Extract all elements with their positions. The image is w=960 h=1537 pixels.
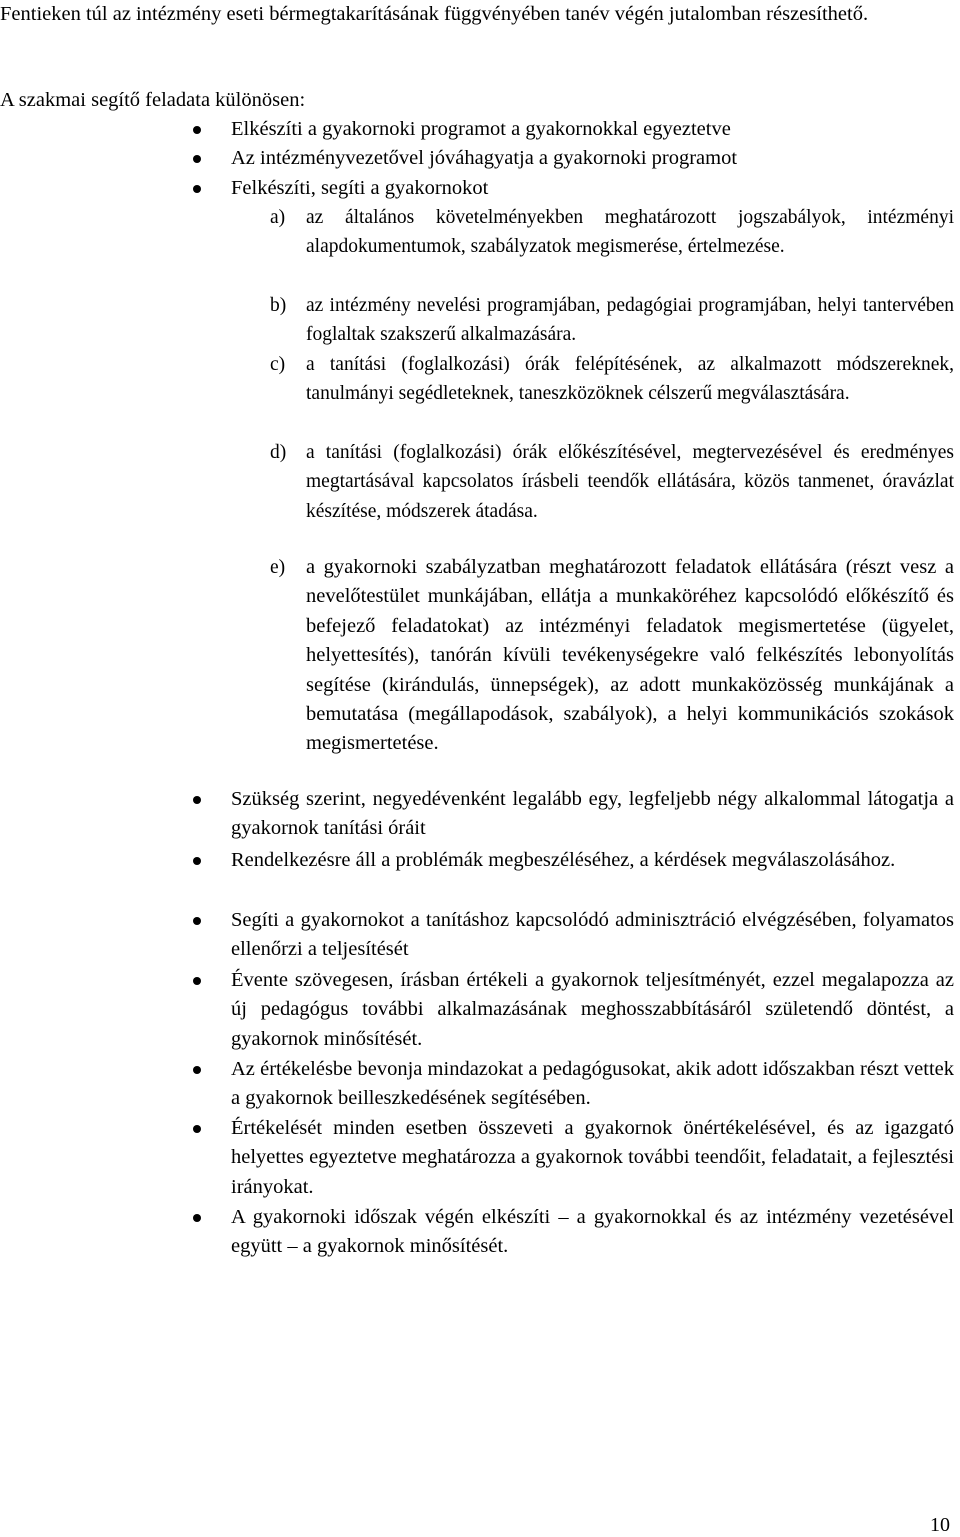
bullet-icon: [193, 1066, 201, 1074]
list-item: Segíti a gyakornokot a tanításhoz kapcsolódó adminisztráció elvégzésében, folyamatos ellenőrzi a teljesítését: [231, 909, 954, 961]
bullet-icon: [193, 185, 201, 193]
page-number: 10: [930, 1514, 950, 1536]
lead-line: A szakmai segítő feladata különösen:: [0, 89, 306, 111]
bullet-icon: [193, 796, 201, 804]
sub-item-marker: a): [270, 207, 286, 228]
bullet-icon: [193, 1125, 201, 1133]
sub-item-marker: b): [270, 295, 287, 316]
list-item: Évente szövegesen, írásban értékeli a gyakornok teljesítményét, ezzel megalapozza az új pedagógus további alkalmazásának meghosszabbításáról születendő döntést, a gyakornok minősítését.: [231, 969, 954, 1050]
intro-paragraph: Fentieken túl az intézmény eseti bérmegtakarításának függvényében tanév végén jutalomban részesíthető.: [0, 3, 869, 25]
bullet-icon: [193, 155, 201, 163]
sub-item: a gyakornoki szabályzatban meghatározott feladatok ellátására (részt vesz a nevelőtestület munkájában, ellátja a munkaköréhez kapcsolódó előkészítő és befejező feladatokat) az intézményi feladatok megismertetése (ügyelet, helyettesítés), tanórán kívüli tevékenységekre való felkészítés lebonyolítás segítése (kirándulás, ünnepségek), az adott munkaközösség munkájának a bemutatása (megállapodások, szabályok), a helyi kommunikációs szokások megismertetése.: [306, 556, 954, 755]
sub-item: az általános követelményekben meghatározott jogszabályok, intézményi alapdokumentumok, szabályzatok megismerése, értelmezése.: [306, 207, 954, 258]
bullet-icon: [193, 977, 201, 985]
list-item: Értékelését minden esetben összeveti a gyakornok önértékelésével, és az igazgató helyettes egyeztetve meghatározza a gyakornok további teendőit, feladatait, a fejlesztési irányokat.: [231, 1117, 954, 1198]
sub-item: az intézmény nevelési programjában, pedagógiai programjában, helyi tantervében foglaltak szakszerű alkalmazására.: [306, 295, 954, 346]
sub-item-marker: d): [270, 442, 287, 463]
bullet-icon: [193, 917, 201, 925]
sub-item-marker: c): [270, 354, 286, 375]
list-item: Felkészíti, segíti a gyakornokot: [231, 177, 489, 199]
sub-item-marker: e): [270, 557, 286, 578]
list-item: Az intézményvezetővel jóváhagyatja a gyakornoki programot: [231, 147, 738, 169]
sub-item: a tanítási (foglalkozási) órák előkészítésével, megtervezésével és eredményes megtartásával kapcsolatos írásbeli teendők ellátására, közös tanmenet, óravázlat készítése, módszerek átadása.: [306, 442, 954, 522]
list-item: Szükség szerint, negyedévenként legalább egy, legfeljebb négy alkalommal látogatja a gyakornok tanítási óráit: [231, 788, 954, 840]
list-item: Az értékelésbe bevonja mindazokat a pedagógusokat, akik adott időszakban részt vettek a gyakornok beilleszkedésének segítésében.: [231, 1058, 954, 1110]
sub-item: a tanítási (foglalkozási) órák felépítésének, az alkalmazott módszereknek, tanulmányi segédleteknek, taneszközöknek célszerű megválasztására.: [306, 354, 954, 405]
bullet-icon: [193, 857, 201, 865]
list-item: Elkészíti a gyakornoki programot a gyakornokkal egyeztetve: [231, 118, 731, 140]
list-item: Rendelkezésre áll a problémák megbeszéléséhez, a kérdések megválaszolásához.: [231, 849, 896, 871]
bullet-icon: [193, 1214, 201, 1222]
list-item: A gyakornoki időszak végén elkészíti – a gyakornokkal és az intézmény vezetésével együtt – a gyakornok minősítését.: [231, 1206, 954, 1258]
bullet-icon: [193, 126, 201, 134]
